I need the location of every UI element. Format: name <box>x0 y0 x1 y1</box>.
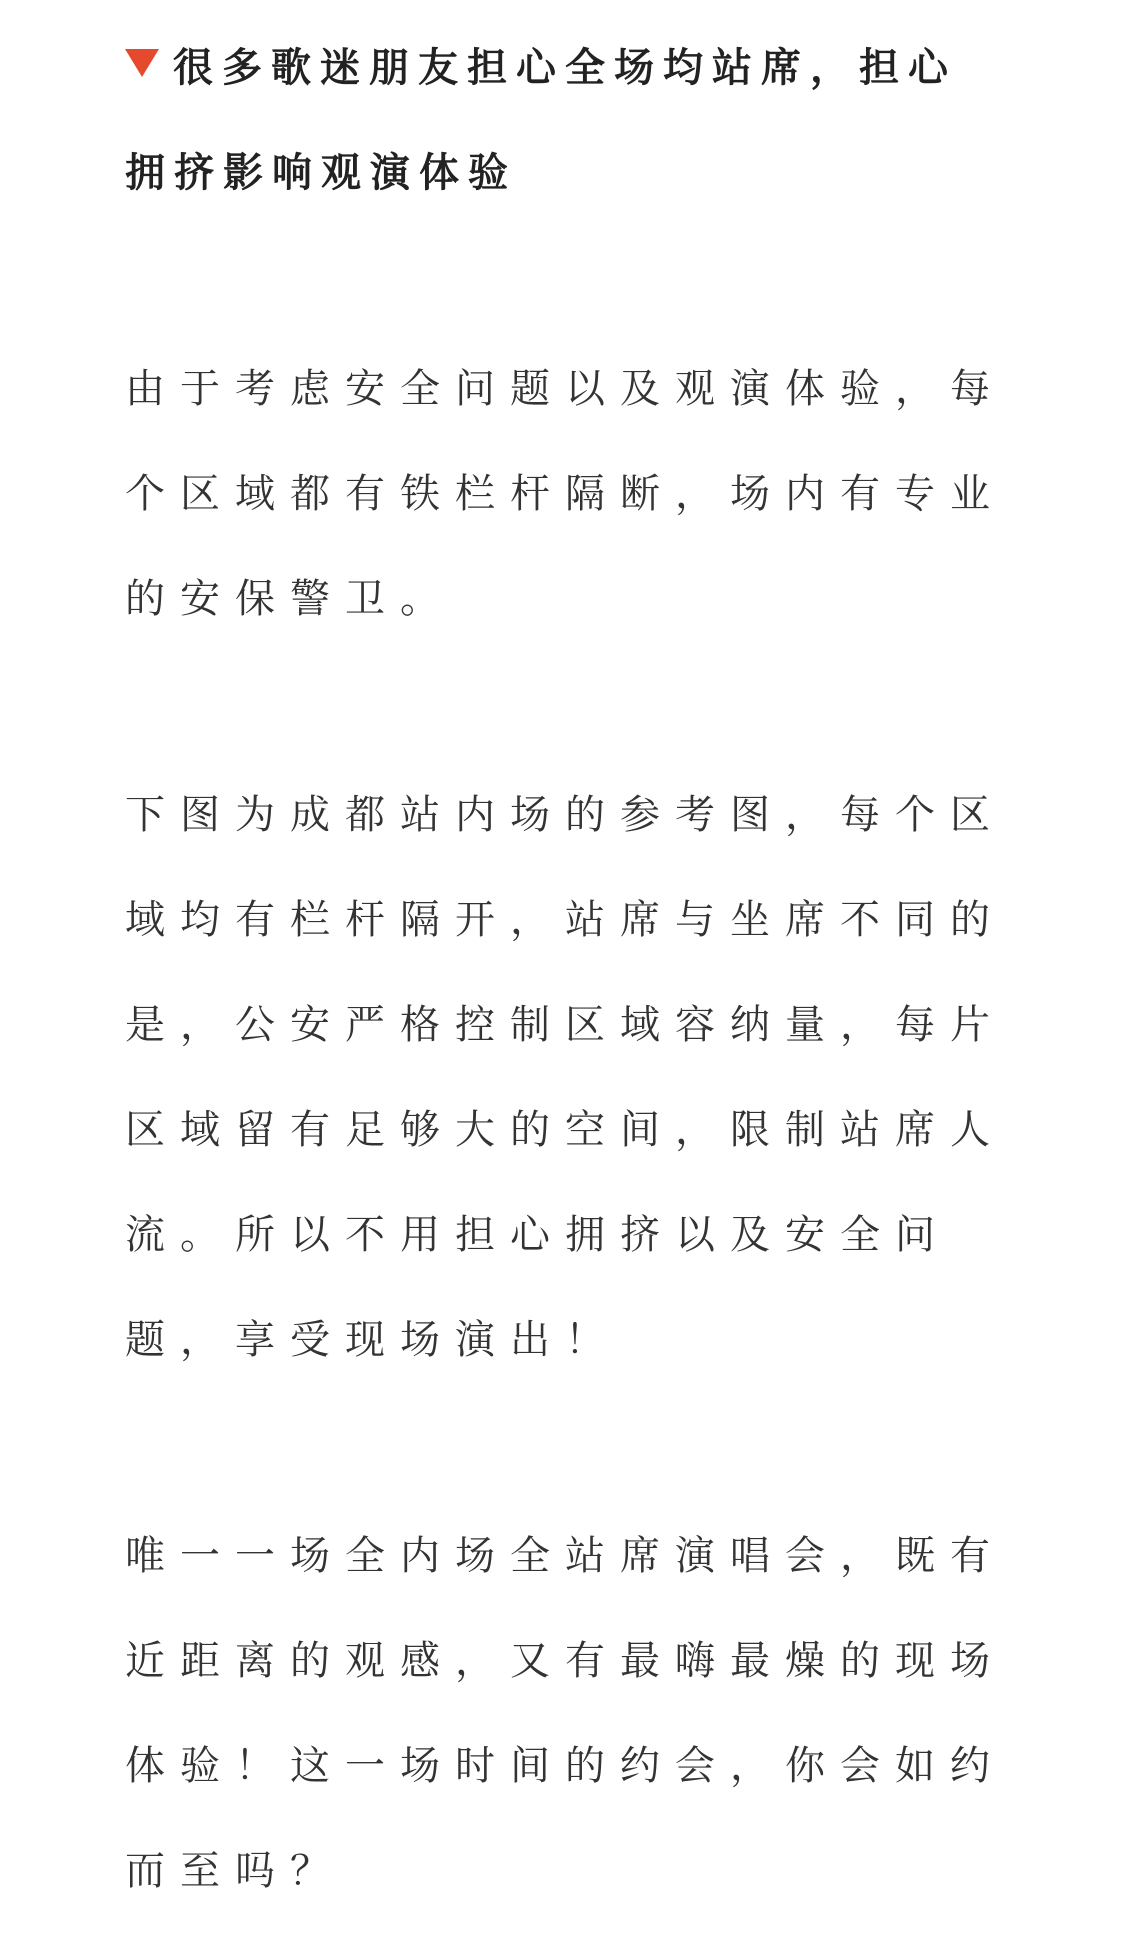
paragraph-invitation: 唯一一场全内场全站席演唱会，既有近距离的观感，又有最嗨最燥的现场体验！这一场时间的约会，你会如约而至吗？ <box>125 1533 1005 1894</box>
paragraph-venue-layout: 下图为成都站内场的参考图，每个区域均有栏杆隔开，站席与坐席不同的是，公安严格控制区域容纳量，每片区域留有足够大的空间，限制站席人流。所以不用担心拥挤以及安全问题，享受现场演出！ <box>125 792 1005 1363</box>
article-body <box>125 0 1005 1924</box>
section-heading-text: 很多歌迷朋友担心全场均站席，担心拥挤影响观演体验 <box>125 45 957 196</box>
red-down-triangle-icon <box>125 49 159 77</box>
section-heading <box>125 16 1005 226</box>
paragraph-safety: 由于考虑安全问题以及观演体验，每个区域都有铁栏杆隔断，场内有专业的安保警卫。 <box>125 366 1005 622</box>
